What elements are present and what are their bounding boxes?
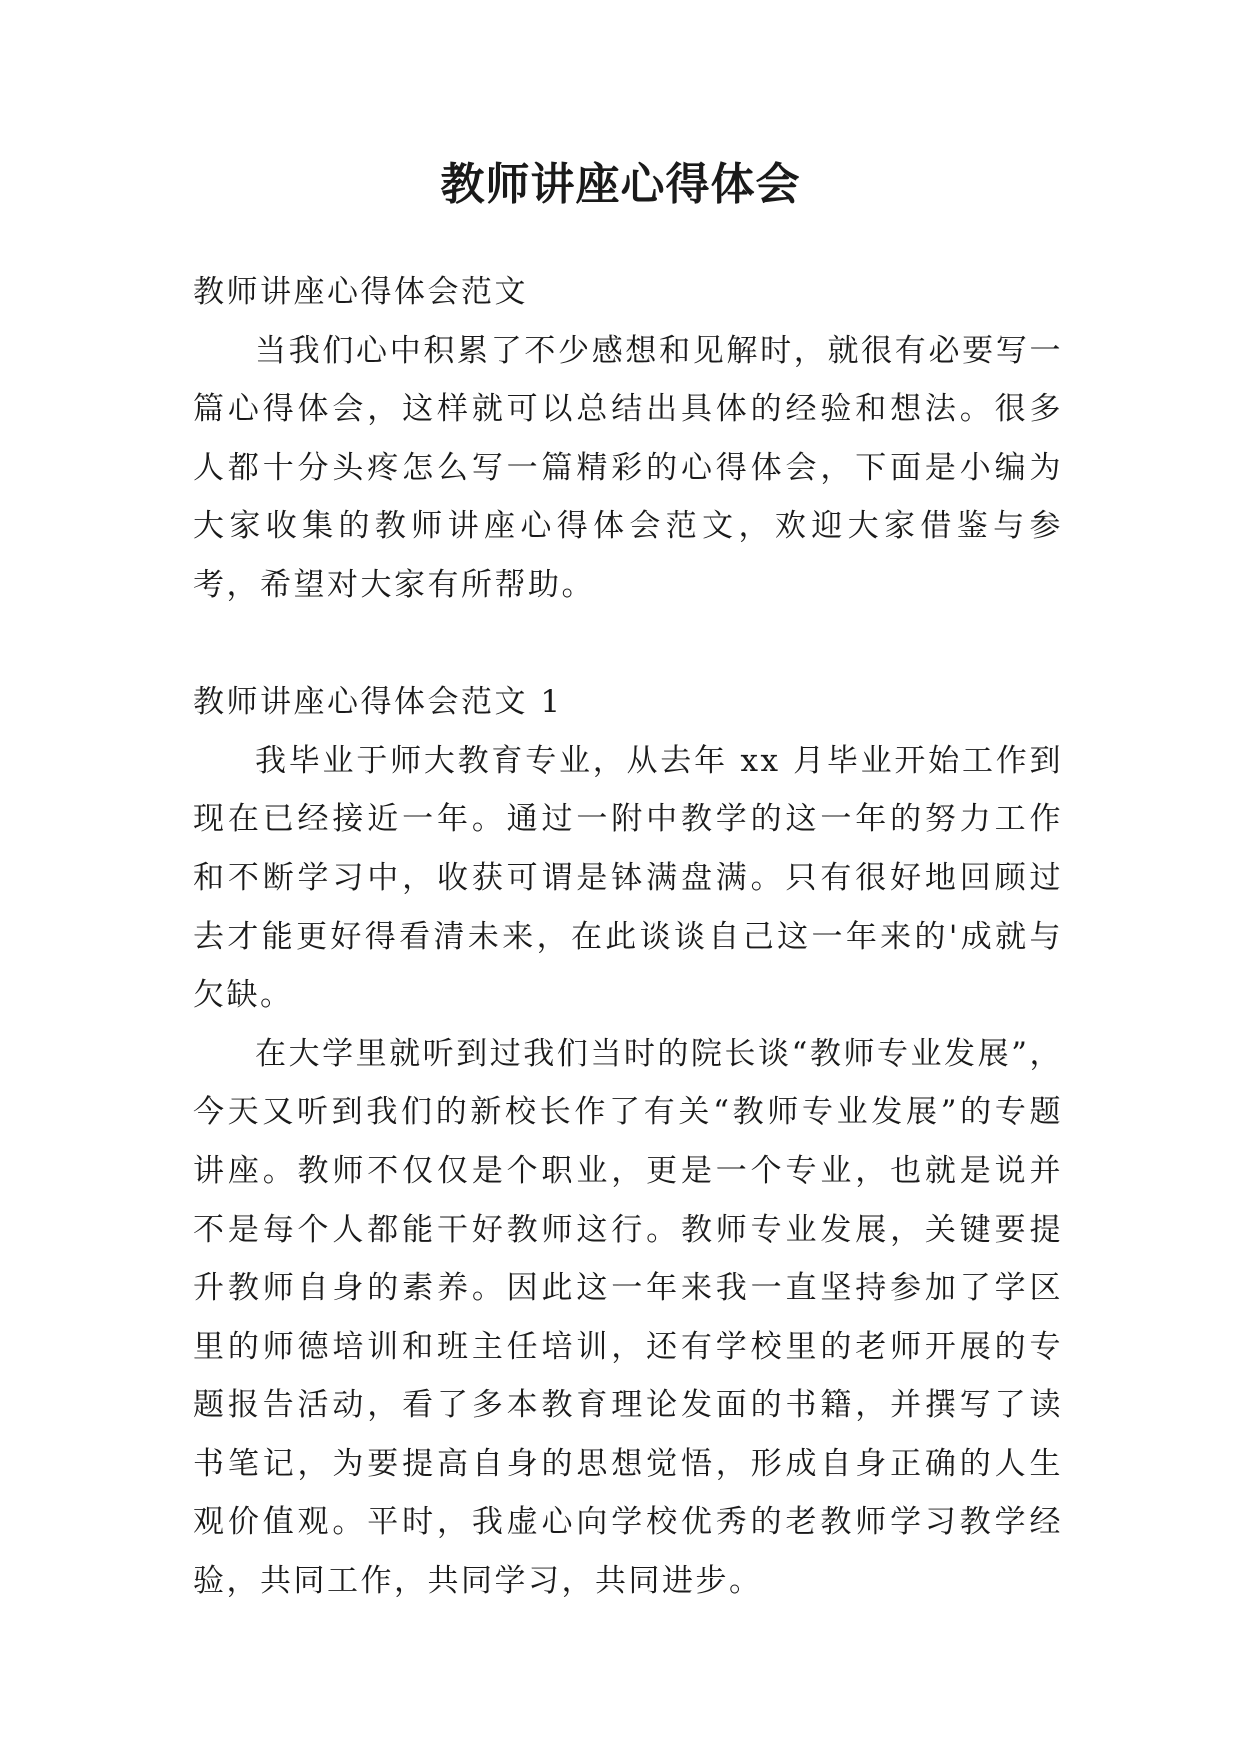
body-paragraph: 我毕业于师大教育专业，从去年 xx 月毕业开始工作到现在已经接近一年。通过一附中教学的这一年的努力工作和不断学习中，收获可谓是钵满盘满。只有很好地回顾过去才能更好得看清未来，在此谈谈自己这一年来的'成就与欠缺。 bbox=[193, 742, 1063, 1014]
section-heading: 教师讲座心得体会范文 1 bbox=[193, 684, 563, 721]
section-heading: 教师讲座心得体会范文 bbox=[193, 274, 528, 310]
document-title: 教师讲座心得体会 bbox=[440, 159, 801, 210]
intro-paragraph: 当我们心中积累了不少感想和见解时，就很有必要写一篇心得体会，这样就可以总结出具体的经验和想法。很多人都十分头疼怎么写一篇精彩的心得体会，下面是小编为大家收集的教师讲座心得体会范文，欢迎大家借鉴与参考，希望对大家有所帮助。 bbox=[193, 332, 1063, 603]
body-paragraph: 在大学里就听到过我们当时的院长谈“教师专业发展”，今天又听到我们的新校长作了有关“教师专业发展”的专题讲座。教师不仅仅是个职业，更是一个专业，也就是说并不是每个人都能干好教师这行。教师专业发展，关键要提升教师自身的素养。因此这一年来我一直坚持参加了学区里的师德培训和班主任培训，还有学校里的老师开展的专题报告活动，看了多本教育理论发面的书籍，并撰写了读书笔记，为要提高自身的思想觉悟，形成自身正确的人生观价值观。平时，我虚心向学校优秀的老教师学习教学经验，共同工作，共同学习，共同进步。 bbox=[193, 1035, 1063, 1600]
document-body bbox=[193, 263, 1063, 1611]
section-spacer bbox=[193, 615, 1063, 674]
